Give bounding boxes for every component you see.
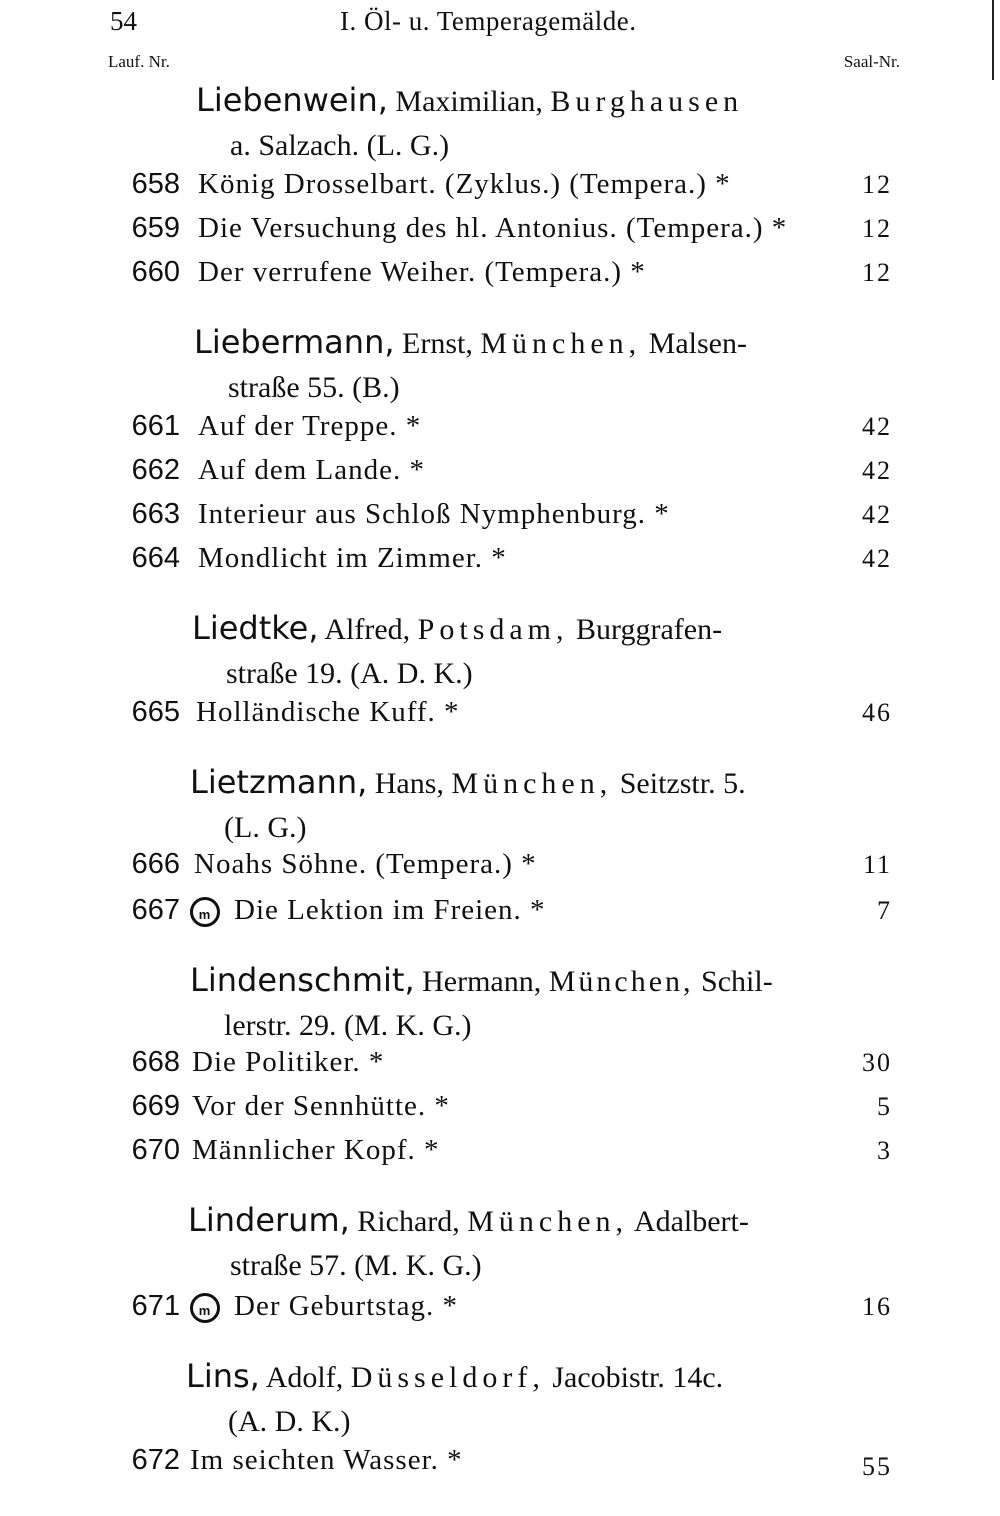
artist-address: straße 57. (M. K. G.) <box>230 1249 482 1282</box>
entry-room: 12 <box>862 214 892 243</box>
artist-first-name: Hans, <box>374 767 444 800</box>
entry-title: Der verrufene Weiher. (Tempera.) * <box>198 256 646 288</box>
page-number: 54 <box>110 6 137 36</box>
entry-title-text: Die Lektion im Freien. * <box>234 894 546 926</box>
artist-address: a. Salzach. (L. G.) <box>230 129 450 162</box>
artist-name: Liedtke, <box>192 609 319 647</box>
entry-title <box>190 894 546 927</box>
artist-city: München, <box>451 767 613 800</box>
artist-city: München, <box>548 965 694 998</box>
catalog-entry <box>0 410 1000 454</box>
artist-first-name: Maximilian, <box>395 85 543 118</box>
catalog-entry <box>0 542 1000 586</box>
artist-first-name: Ernst, <box>402 327 473 360</box>
entry-title: Im seichten Wasser. * <box>190 1444 463 1476</box>
artist-city: Burghausen <box>550 85 744 118</box>
catalog-entry <box>0 894 1000 938</box>
entry-number: 667 <box>131 894 180 926</box>
entry-number: 659 <box>131 212 180 244</box>
catalog-entry <box>0 168 1000 212</box>
artist-city: München, <box>480 327 642 360</box>
catalog-entry <box>0 1444 1000 1488</box>
entry-title: Männlicher Kopf. * <box>192 1134 440 1166</box>
column-header-saal-nr: Saal-Nr. <box>843 52 900 71</box>
column-header-lauf-nr: Lauf. Nr. <box>108 52 170 71</box>
artist-address: (A. D. K.) <box>228 1405 351 1438</box>
entry-title: Mondlicht im Zimmer. * <box>198 542 507 574</box>
entry-title: Auf der Treppe. * <box>198 410 422 442</box>
entry-title: Auf dem Lande. * <box>198 454 425 486</box>
entry-number: 672 <box>131 1444 180 1476</box>
entry-title <box>190 1290 458 1323</box>
artist-heading <box>186 1354 723 1444</box>
entry-number: 658 <box>131 168 180 200</box>
entry-number: 661 <box>131 410 180 442</box>
entry-room: 46 <box>862 698 892 727</box>
entry-title: Vor der Sennhütte. * <box>192 1090 450 1122</box>
artist-name: Lins, <box>186 1357 260 1395</box>
entry-room: 5 <box>877 1092 892 1121</box>
artist-city: Potsdam, <box>417 613 569 646</box>
artist-address: straße 55. (B.) <box>228 371 400 404</box>
entry-number: 668 <box>131 1046 180 1078</box>
entry-room: 42 <box>862 544 892 573</box>
artist-street: Schil- <box>701 965 773 998</box>
artist-name: Lietzmann, <box>190 763 368 801</box>
entry-room: 3 <box>877 1136 892 1165</box>
entry-title: Die Versuchung des hl. Antonius. (Tempera.) * <box>198 212 788 244</box>
running-title: I. Öl- u. Temperagemälde. <box>340 6 637 36</box>
catalog-entry <box>0 256 1000 300</box>
artist-first-name: Hermann, <box>422 965 542 998</box>
catalog-entry <box>0 696 1000 740</box>
artist-first-name: Adolf, <box>265 1361 344 1394</box>
artist-name: Liebenwein, <box>196 81 388 119</box>
entry-number: 664 <box>131 542 180 574</box>
artist-name: Liebermann, <box>194 323 395 361</box>
artist-address: (L. G.) <box>224 811 307 844</box>
entry-title-text: Der Geburtstag. * <box>234 1290 458 1322</box>
artist-heading <box>190 958 773 1048</box>
artist-city: Düsseldorf, <box>350 1361 545 1394</box>
artist-address: lerstr. 29. (M. K. G.) <box>224 1009 472 1042</box>
entry-number: 670 <box>131 1134 180 1166</box>
entry-number: 660 <box>131 256 180 288</box>
artist-street: Malsen- <box>648 327 747 360</box>
entry-room: 42 <box>862 456 892 485</box>
catalog-entry <box>0 454 1000 498</box>
artist-address: straße 19. (A. D. K.) <box>226 657 473 690</box>
catalog-entry <box>0 1046 1000 1090</box>
artist-heading <box>190 760 746 850</box>
entry-title: Holländische Kuff. * <box>196 696 460 728</box>
entry-title: König Drosselbart. (Zyklus.) (Tempera.) * <box>198 168 731 200</box>
museum-mark-icon: m <box>190 897 220 927</box>
artist-heading <box>192 606 722 696</box>
entry-room: 42 <box>862 412 892 441</box>
entry-room: 7 <box>877 896 892 925</box>
entry-room: 11 <box>862 850 892 879</box>
artist-heading <box>194 320 747 410</box>
entry-room: 42 <box>862 500 892 529</box>
artist-name: Linderum, <box>188 1201 350 1239</box>
museum-mark-icon: m <box>190 1293 220 1323</box>
artist-name: Lindenschmit, <box>190 961 415 999</box>
entry-title: Interieur aus Schloß Nymphenburg. * <box>198 498 670 530</box>
page-edge-line <box>992 0 994 80</box>
catalog-entry <box>0 1134 1000 1178</box>
entry-number: 666 <box>131 848 180 880</box>
catalog-entry <box>0 1290 1000 1334</box>
artist-city: München, <box>467 1205 629 1238</box>
entry-number: 665 <box>131 696 180 728</box>
entry-room: 30 <box>862 1048 892 1077</box>
entry-room: 16 <box>862 1292 892 1321</box>
entry-number: 669 <box>131 1090 180 1122</box>
artist-street: Adalbert- <box>633 1205 749 1238</box>
entry-number: 662 <box>131 454 180 486</box>
entry-number: 671 <box>131 1290 180 1322</box>
artist-first-name: Richard, <box>357 1205 460 1238</box>
entry-number: 663 <box>131 498 180 530</box>
artist-street: Jacobistr. 14c. <box>552 1361 724 1394</box>
entry-title: Noahs Söhne. (Tempera.) * <box>194 848 537 880</box>
artist-street: Burggrafen- <box>576 613 723 646</box>
entry-room: 55 <box>862 1452 892 1481</box>
catalog-entry <box>0 1090 1000 1134</box>
artist-heading <box>196 78 743 168</box>
catalog-entry <box>0 848 1000 892</box>
entry-room: 12 <box>862 170 892 199</box>
catalog-entry <box>0 212 1000 256</box>
catalog-entry <box>0 498 1000 542</box>
entry-room: 12 <box>862 258 892 287</box>
entry-title: Die Politiker. * <box>192 1046 385 1078</box>
artist-first-name: Alfred, <box>324 613 411 646</box>
artist-street: Seitzstr. 5. <box>619 767 746 800</box>
artist-heading <box>188 1198 749 1288</box>
